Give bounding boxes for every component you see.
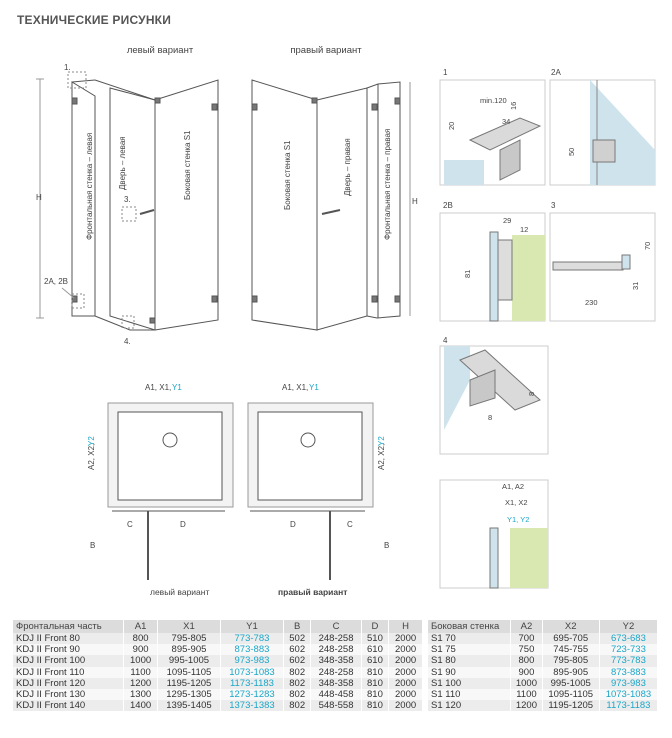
table-cell: 700 — [511, 633, 542, 644]
right-variant-label: правый вариант — [290, 45, 362, 56]
table-cell: 548-558 — [311, 700, 361, 711]
svg-text:D: D — [290, 520, 296, 529]
table-cell: 2000 — [389, 689, 423, 700]
table-cell: 348-358 — [311, 655, 361, 666]
svg-text:1: 1 — [443, 68, 448, 77]
table-row — [13, 678, 423, 689]
table-cell: 995-1005 — [157, 655, 220, 666]
door-right-label: Дверь – правая — [343, 138, 352, 196]
table-cell: 800 — [124, 633, 158, 644]
svg-text:Y2: Y2 — [87, 436, 96, 446]
table-cell: 1000 — [511, 678, 542, 689]
table-cell: 810 — [361, 700, 388, 711]
front-spec-table — [13, 620, 423, 711]
table-cell: 448-458 — [311, 689, 361, 700]
right-plan-drawing — [248, 383, 389, 597]
table-cell: 2000 — [389, 700, 423, 711]
header-cell: C — [311, 620, 361, 633]
svg-text:A2, X2,: A2, X2, — [87, 443, 96, 470]
table-cell: 895-905 — [542, 667, 599, 678]
table-row — [13, 644, 423, 655]
table-cell: 802 — [283, 667, 310, 678]
svg-text:Y1, Y2: Y1, Y2 — [507, 515, 530, 524]
svg-text:B: B — [90, 541, 96, 550]
table-cell: KDJ II Front 130 — [13, 689, 124, 700]
table-row — [428, 644, 658, 655]
table-cell: 802 — [283, 689, 310, 700]
table-cell: 1095-1105 — [157, 667, 220, 678]
table-row — [13, 655, 423, 666]
svg-text:16: 16 — [509, 101, 518, 110]
table-cell: 1200 — [124, 678, 158, 689]
header-cell: Y1 — [220, 620, 283, 633]
table-cell: S1 100 — [428, 678, 511, 689]
table-cell: 248-258 — [311, 667, 361, 678]
table-row — [13, 633, 423, 644]
table-cell: 973-983 — [220, 655, 283, 666]
table-cell: 873-883 — [599, 667, 657, 678]
header-cell: D — [361, 620, 388, 633]
table-cell: 1373-1383 — [220, 700, 283, 711]
table-cell: 1200 — [511, 700, 542, 711]
table-cell: 248-258 — [311, 644, 361, 655]
table-cell: 2000 — [389, 644, 423, 655]
header-cell: Фронтальная часть — [13, 620, 124, 633]
table-cell: 800 — [511, 655, 542, 666]
detail-3 — [550, 201, 655, 321]
table-cell: 2000 — [389, 633, 423, 644]
svg-text:50: 50 — [567, 147, 576, 156]
table-cell: 795-805 — [542, 655, 599, 666]
svg-text:2A: 2A — [551, 68, 561, 77]
table-cell: KDJ II Front 100 — [13, 655, 124, 666]
table-cell: S1 120 — [428, 700, 511, 711]
table-cell: S1 80 — [428, 655, 511, 666]
left-elevation-drawing — [36, 45, 218, 346]
plan-top-left: A1, X1, — [145, 383, 172, 392]
table-cell: 248-258 — [311, 633, 361, 644]
right-elevation-drawing — [252, 45, 418, 330]
page-title: ТЕХНИЧЕСКИЕ РИСУНКИ — [17, 13, 172, 27]
table-cell: 1395-1405 — [157, 700, 220, 711]
table-cell: KDJ II Front 140 — [13, 700, 124, 711]
door-left-label: Дверь – левая — [118, 136, 127, 190]
table-cell: 502 — [283, 633, 310, 644]
table-cell: 895-905 — [157, 644, 220, 655]
detail-2a — [550, 68, 655, 185]
table-cell: 610 — [361, 655, 388, 666]
table-cell: 673-683 — [599, 633, 657, 644]
table-cell: 348-358 — [311, 678, 361, 689]
table-cell: 1100 — [511, 689, 542, 700]
height-label: H — [36, 193, 42, 202]
header-cell: H — [389, 620, 423, 633]
table-cell: 1173-1183 — [220, 678, 283, 689]
svg-text:A2, X2,: A2, X2, — [377, 443, 386, 470]
table-cell: 810 — [361, 667, 388, 678]
svg-text:A1, A2: A1, A2 — [502, 482, 525, 491]
table-cell: 1273-1283 — [220, 689, 283, 700]
table-header-row — [13, 620, 423, 633]
svg-text:81: 81 — [463, 269, 472, 278]
svg-text:3: 3 — [551, 201, 556, 210]
table-cell: 973-983 — [599, 678, 657, 689]
table-row — [13, 667, 423, 678]
table-cell: S1 90 — [428, 667, 511, 678]
left-plan-label: левый вариант — [150, 587, 210, 597]
front-left-label: Фронтальная стенка – левая — [85, 132, 94, 240]
right-plan-label: правый вариант — [278, 587, 348, 597]
svg-text:29: 29 — [503, 216, 512, 225]
table-row — [428, 667, 658, 678]
svg-text:12: 12 — [520, 225, 529, 234]
table-cell: 2000 — [389, 655, 423, 666]
svg-text:C: C — [127, 520, 133, 529]
svg-text:70: 70 — [643, 241, 652, 250]
svg-text:31: 31 — [631, 281, 640, 290]
svg-text:A1, X1,: A1, X1, — [282, 383, 309, 392]
table-cell: 773-783 — [220, 633, 283, 644]
table-cell: 1295-1305 — [157, 689, 220, 700]
table-cell: S1 110 — [428, 689, 511, 700]
table-cell: S1 75 — [428, 644, 511, 655]
table-cell: 1095-1105 — [542, 689, 599, 700]
svg-text:8: 8 — [527, 391, 536, 396]
table-cell: 900 — [511, 667, 542, 678]
callout-3: 3. — [124, 195, 131, 204]
table-cell: S1 70 — [428, 633, 511, 644]
table-row — [428, 678, 658, 689]
callout-1: 1. — [64, 63, 71, 72]
table-cell: KDJ II Front 120 — [13, 678, 124, 689]
svg-text:34: 34 — [502, 117, 511, 126]
table-cell: 2000 — [389, 667, 423, 678]
table-cell: 1300 — [124, 689, 158, 700]
table-cell: 802 — [283, 700, 310, 711]
table-cell: 1173-1183 — [599, 700, 657, 711]
table-cell: 750 — [511, 644, 542, 655]
table-cell: 695-705 — [542, 633, 599, 644]
side-spec-table — [428, 620, 658, 711]
table-cell: 773-783 — [599, 655, 657, 666]
table-cell: 1195-1205 — [542, 700, 599, 711]
table-cell: 723-733 — [599, 644, 657, 655]
svg-text:D: D — [180, 520, 186, 529]
header-cell: Боковая стенка — [428, 620, 511, 633]
left-variant-label: левый вариант — [126, 45, 194, 56]
table-cell: 745-755 — [542, 644, 599, 655]
table-cell: 1100 — [124, 667, 158, 678]
svg-text:X1, X2: X1, X2 — [505, 498, 528, 507]
table-cell: KDJ II Front 110 — [13, 667, 124, 678]
detail-4 — [440, 336, 548, 454]
header-cell: A1 — [124, 620, 158, 633]
side-s1-right-label: Боковая стенка S1 — [283, 140, 292, 210]
svg-text:C: C — [347, 520, 353, 529]
table-cell: 1073-1083 — [220, 667, 283, 678]
table-cell: KDJ II Front 90 — [13, 644, 124, 655]
table-cell: 873-883 — [220, 644, 283, 655]
side-s1-left-label: Боковая стенка S1 — [183, 130, 192, 200]
table-row — [428, 655, 658, 666]
left-plan-drawing — [87, 383, 233, 597]
detail-5 — [440, 480, 548, 588]
detail-1 — [440, 68, 545, 185]
header-cell: Y2 — [599, 620, 657, 633]
svg-text:B: B — [384, 541, 390, 550]
height-label-right: H — [412, 197, 418, 206]
table-row — [428, 633, 658, 644]
table-cell: 610 — [361, 644, 388, 655]
table-cell: 995-1005 — [542, 678, 599, 689]
header-cell: X1 — [157, 620, 220, 633]
callout-4: 4. — [124, 337, 131, 346]
svg-text:Y1: Y1 — [172, 383, 182, 392]
table-cell: 602 — [283, 655, 310, 666]
table-cell: 810 — [361, 689, 388, 700]
table-header-row — [428, 620, 658, 633]
table-cell: 2000 — [389, 678, 423, 689]
table-cell: 1400 — [124, 700, 158, 711]
table-cell: 802 — [283, 678, 310, 689]
callout-2a2b: 2A, 2B — [44, 277, 69, 286]
table-row — [428, 689, 658, 700]
table-row — [428, 700, 658, 711]
front-right-label: Фронтальная стенка – правая — [383, 128, 392, 240]
detail-2b — [440, 201, 545, 321]
header-cell: X2 — [542, 620, 599, 633]
svg-text:20: 20 — [447, 121, 456, 130]
table-row — [13, 700, 423, 711]
table-cell: 810 — [361, 678, 388, 689]
header-cell: A2 — [511, 620, 542, 633]
table-row — [13, 689, 423, 700]
table-cell: 510 — [361, 633, 388, 644]
table-cell: 795-805 — [157, 633, 220, 644]
table-cell: 1000 — [124, 655, 158, 666]
table-cell: KDJ II Front 80 — [13, 633, 124, 644]
table-cell: 1195-1205 — [157, 678, 220, 689]
table-cell: 1073-1083 — [599, 689, 657, 700]
svg-text:230: 230 — [585, 298, 598, 307]
header-cell: B — [283, 620, 310, 633]
svg-text:8: 8 — [488, 413, 493, 422]
svg-text:min.120: min.120 — [480, 96, 507, 105]
svg-text:4: 4 — [443, 336, 448, 345]
svg-text:Y1: Y1 — [309, 383, 319, 392]
table-cell: 602 — [283, 644, 310, 655]
svg-text:2B: 2B — [443, 201, 453, 210]
table-cell: 900 — [124, 644, 158, 655]
svg-text:Y2: Y2 — [377, 436, 386, 446]
